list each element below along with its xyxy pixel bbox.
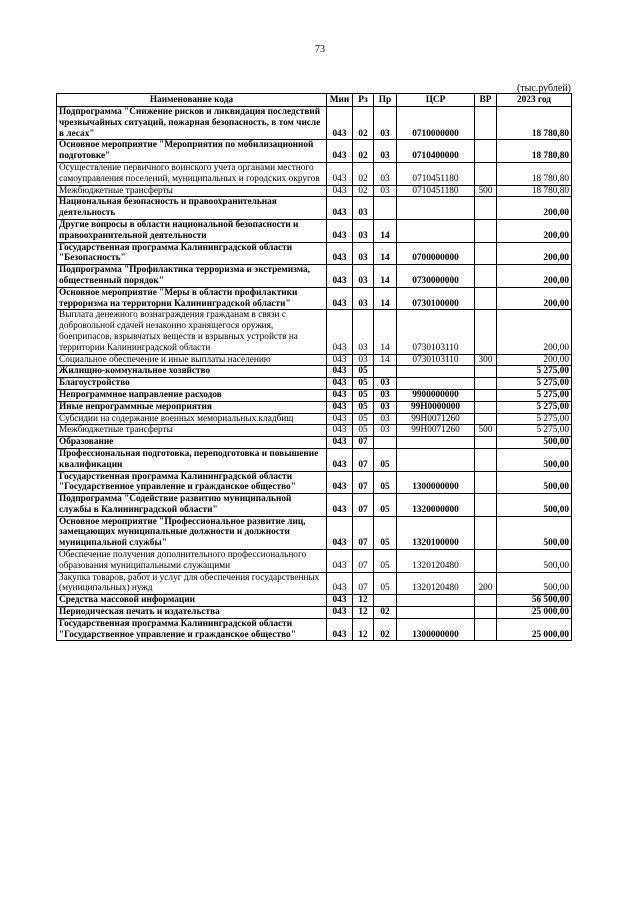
cell-sum: 18 780,80	[497, 162, 572, 185]
cell-csr	[397, 366, 475, 378]
cell-pr: 02	[374, 618, 397, 641]
cell-rz: 02	[353, 140, 374, 163]
cell-name: Осуществление первичного воинского учета органами местного самоуправления поселений, муниципальных и городских округов	[57, 162, 327, 185]
cell-min: 043	[327, 310, 353, 354]
cell-vr: 300	[475, 354, 497, 366]
cell-name: Подпрограмма "Снижение рисков и ликвидация последствий чрезвычайных ситуаций, пожарная безопасность, в том числе в лесах"	[57, 107, 327, 140]
cell-vr	[475, 607, 497, 619]
cell-rz: 03	[353, 242, 374, 265]
cell-rz: 05	[353, 366, 374, 378]
table-row	[57, 516, 572, 549]
cell-csr	[397, 197, 475, 220]
cell-pr: 02	[374, 607, 397, 619]
cell-rz: 07	[353, 516, 374, 549]
cell-pr: 14	[374, 219, 397, 242]
table-row	[57, 448, 572, 471]
cell-min: 043	[327, 287, 353, 310]
cell-name: Государственная программа Калининградской области "Государственное управление и гражданское общество"	[57, 618, 327, 641]
cell-vr	[475, 389, 497, 401]
table-row	[57, 413, 572, 425]
cell-sum: 25 000,00	[497, 618, 572, 641]
cell-vr	[475, 107, 497, 140]
cell-rz: 07	[353, 494, 374, 517]
cell-min: 043	[327, 354, 353, 366]
table-row	[57, 310, 572, 354]
table-row	[57, 550, 572, 573]
cell-csr: 0700000000	[397, 242, 475, 265]
cell-name: Национальная безопасность и правоохранительная деятельность	[57, 197, 327, 220]
cell-name: Государственная программа Калининградской области "Государственное управление и гражданское общество"	[57, 471, 327, 494]
cell-csr: 1320000000	[397, 494, 475, 517]
cell-csr: 0730000000	[397, 265, 475, 288]
cell-sum: 200,00	[497, 197, 572, 220]
table-row	[57, 378, 572, 390]
cell-csr: 1320120480	[397, 572, 475, 595]
table-row	[57, 354, 572, 366]
cell-rz: 03	[353, 219, 374, 242]
cell-sum: 500,00	[497, 448, 572, 471]
cell-name: Образование	[57, 437, 327, 449]
cell-csr: 1300000000	[397, 618, 475, 641]
table-row	[57, 595, 572, 607]
cell-csr: 99Н0071260	[397, 413, 475, 425]
table-row	[57, 425, 572, 437]
cell-min: 043	[327, 265, 353, 288]
cell-rz: 05	[353, 425, 374, 437]
cell-min: 043	[327, 185, 353, 197]
table-row	[57, 287, 572, 310]
cell-name: Подпрограмма "Профилактика терроризма и экстремизма, общественный порядок"	[57, 265, 327, 288]
cell-pr: 03	[374, 389, 397, 401]
cell-rz: 07	[353, 448, 374, 471]
table-row	[57, 618, 572, 641]
cell-vr	[475, 162, 497, 185]
cell-name: Основное мероприятие "Меры в области профилактики терроризма на территории Калининградской области"	[57, 287, 327, 310]
header-csr: ЦСР	[397, 94, 475, 107]
cell-csr: 9900000000	[397, 389, 475, 401]
cell-name: Основное мероприятие "Профессиональное развитие лиц, замещающих муниципальные должности и должности муниципальной службы"	[57, 516, 327, 549]
cell-csr: 99Н0000000	[397, 401, 475, 413]
cell-min: 043	[327, 618, 353, 641]
cell-min: 043	[327, 572, 353, 595]
cell-vr: 500	[475, 185, 497, 197]
cell-sum: 500,00	[497, 550, 572, 573]
cell-name: Межбюджетные трансферты	[57, 425, 327, 437]
cell-vr	[475, 437, 497, 449]
header-vr: ВР	[475, 94, 497, 107]
cell-csr: 0710400000	[397, 140, 475, 163]
cell-sum: 18 780,80	[497, 185, 572, 197]
table-body	[57, 107, 572, 641]
cell-pr: 03	[374, 401, 397, 413]
cell-vr	[475, 618, 497, 641]
cell-sum: 200,00	[497, 287, 572, 310]
cell-pr: 03	[374, 425, 397, 437]
budget-table	[56, 93, 572, 641]
cell-name: Подпрограмма "Содействие развитию муниципальной службы в Калининградской области"	[57, 494, 327, 517]
cell-csr	[397, 378, 475, 390]
cell-pr: 05	[374, 550, 397, 573]
cell-sum: 5 275,00	[497, 425, 572, 437]
cell-vr: 500	[475, 425, 497, 437]
cell-sum: 5 275,00	[497, 413, 572, 425]
cell-rz: 07	[353, 572, 374, 595]
cell-pr: 05	[374, 516, 397, 549]
cell-sum: 5 275,00	[497, 401, 572, 413]
cell-pr	[374, 595, 397, 607]
cell-vr	[475, 378, 497, 390]
cell-csr: 0710451180	[397, 162, 475, 185]
cell-sum: 200,00	[497, 265, 572, 288]
cell-csr: 0730103110	[397, 354, 475, 366]
header-year: 2023 год	[497, 94, 572, 107]
cell-name: Профессиональная подготовка, переподготовка и повышение квалификации	[57, 448, 327, 471]
cell-min: 043	[327, 366, 353, 378]
cell-min: 043	[327, 401, 353, 413]
cell-name: Субсидии на содержание военных мемориальных кладбищ	[57, 413, 327, 425]
cell-name: Иные непрограммные мероприятия	[57, 401, 327, 413]
cell-name: Государственная программа Калининградской области "Безопасность"	[57, 242, 327, 265]
cell-sum: 5 275,00	[497, 389, 572, 401]
cell-rz: 05	[353, 378, 374, 390]
cell-min: 043	[327, 219, 353, 242]
cell-sum: 200,00	[497, 310, 572, 354]
cell-vr	[475, 595, 497, 607]
cell-sum: 5 275,00	[497, 366, 572, 378]
cell-pr	[374, 366, 397, 378]
cell-name: Выплата денежного вознаграждения гражданам в связи с добровольной сдачей незаконно хранящегося оружия, боеприпасов, взрывчатых веществ и взрывных устройств на территории Калининградской области	[57, 310, 327, 354]
cell-vr	[475, 366, 497, 378]
table-row	[57, 572, 572, 595]
cell-min: 043	[327, 448, 353, 471]
header-rz: Рз	[353, 94, 374, 107]
cell-rz: 05	[353, 401, 374, 413]
cell-sum: 200,00	[497, 354, 572, 366]
cell-vr	[475, 448, 497, 471]
cell-pr	[374, 197, 397, 220]
table-row	[57, 265, 572, 288]
cell-name: Непрограммное направление расходов	[57, 389, 327, 401]
cell-rz: 07	[353, 437, 374, 449]
cell-min: 043	[327, 140, 353, 163]
cell-name: Основное мероприятие "Мероприятия по мобилизационной подготовке"	[57, 140, 327, 163]
cell-sum: 500,00	[497, 572, 572, 595]
cell-vr	[475, 242, 497, 265]
cell-min: 043	[327, 197, 353, 220]
cell-csr: 0710000000	[397, 107, 475, 140]
cell-pr: 14	[374, 287, 397, 310]
table-row	[57, 471, 572, 494]
cell-rz: 07	[353, 550, 374, 573]
table-row	[57, 607, 572, 619]
cell-csr: 0730103110	[397, 310, 475, 354]
cell-name: Жилищно-коммунальное хозяйство	[57, 366, 327, 378]
table-row	[57, 389, 572, 401]
cell-pr: 03	[374, 378, 397, 390]
cell-min: 043	[327, 471, 353, 494]
cell-rz: 05	[353, 413, 374, 425]
cell-csr: 1320120480	[397, 550, 475, 573]
cell-min: 043	[327, 378, 353, 390]
cell-vr	[475, 287, 497, 310]
cell-name: Благоустройство	[57, 378, 327, 390]
cell-rz: 03	[353, 354, 374, 366]
cell-min: 043	[327, 413, 353, 425]
cell-name: Закупка товаров, работ и услуг для обеспечения государственных (муниципальных) нужд	[57, 572, 327, 595]
header-pr: Пр	[374, 94, 397, 107]
cell-vr	[475, 310, 497, 354]
cell-name: Социальное обеспечение и иные выплаты населению	[57, 354, 327, 366]
cell-min: 043	[327, 437, 353, 449]
cell-pr: 03	[374, 413, 397, 425]
cell-rz: 02	[353, 185, 374, 197]
cell-vr	[475, 265, 497, 288]
cell-vr	[475, 494, 497, 517]
cell-sum: 500,00	[497, 437, 572, 449]
table-row	[57, 494, 572, 517]
table-row	[57, 401, 572, 413]
table-row	[57, 162, 572, 185]
cell-vr	[475, 140, 497, 163]
cell-csr: 0730100000	[397, 287, 475, 310]
cell-csr: 99Н0071260	[397, 425, 475, 437]
table-row	[57, 197, 572, 220]
cell-pr: 05	[374, 448, 397, 471]
cell-vr	[475, 219, 497, 242]
cell-sum: 18 780,80	[497, 140, 572, 163]
cell-min: 043	[327, 242, 353, 265]
header-min: Мин	[327, 94, 353, 107]
table-row	[57, 140, 572, 163]
cell-csr	[397, 219, 475, 242]
cell-name: Средства массовой информации	[57, 595, 327, 607]
cell-sum: 5 275,00	[497, 378, 572, 390]
header-name: Наименование кода	[57, 94, 327, 107]
cell-min: 043	[327, 494, 353, 517]
cell-sum: 18 780,80	[497, 107, 572, 140]
cell-pr: 05	[374, 471, 397, 494]
cell-rz: 12	[353, 607, 374, 619]
cell-pr: 03	[374, 140, 397, 163]
cell-csr	[397, 607, 475, 619]
cell-pr: 14	[374, 310, 397, 354]
table-row	[57, 437, 572, 449]
cell-sum: 200,00	[497, 219, 572, 242]
cell-vr	[475, 401, 497, 413]
cell-csr: 1300000000	[397, 471, 475, 494]
table-row	[57, 185, 572, 197]
cell-vr	[475, 471, 497, 494]
table-row	[57, 242, 572, 265]
cell-rz: 02	[353, 162, 374, 185]
cell-pr: 05	[374, 572, 397, 595]
cell-name: Другие вопросы в области национальной безопасности и правоохранительной деятельности	[57, 219, 327, 242]
cell-min: 043	[327, 607, 353, 619]
cell-name: Периодическая печать и издательства	[57, 607, 327, 619]
cell-sum: 500,00	[497, 516, 572, 549]
cell-vr	[475, 550, 497, 573]
cell-rz: 07	[353, 471, 374, 494]
cell-min: 043	[327, 107, 353, 140]
cell-min: 043	[327, 162, 353, 185]
cell-pr: 05	[374, 494, 397, 517]
cell-pr: 14	[374, 265, 397, 288]
cell-rz: 03	[353, 310, 374, 354]
cell-sum: 500,00	[497, 494, 572, 517]
cell-sum: 25 000,00	[497, 607, 572, 619]
table-header-row	[57, 94, 572, 107]
cell-sum: 200,00	[497, 242, 572, 265]
cell-name: Межбюджетные трансферты	[57, 185, 327, 197]
cell-sum: 500,00	[497, 471, 572, 494]
cell-rz: 02	[353, 107, 374, 140]
cell-name: Обеспечение получения дополнительного профессионального образования муниципальными служащими	[57, 550, 327, 573]
cell-csr	[397, 448, 475, 471]
cell-rz: 03	[353, 197, 374, 220]
cell-pr: 14	[374, 354, 397, 366]
cell-pr: 03	[374, 185, 397, 197]
table-row	[57, 107, 572, 140]
cell-rz: 03	[353, 287, 374, 310]
table-row	[57, 219, 572, 242]
cell-rz: 12	[353, 595, 374, 607]
cell-csr: 0710451180	[397, 185, 475, 197]
cell-csr: 1320100000	[397, 516, 475, 549]
cell-min: 043	[327, 425, 353, 437]
cell-csr	[397, 437, 475, 449]
cell-rz: 12	[353, 618, 374, 641]
cell-vr	[475, 413, 497, 425]
cell-rz: 05	[353, 389, 374, 401]
units-label: (тыс.рублей)	[516, 83, 571, 94]
cell-min: 043	[327, 595, 353, 607]
cell-vr	[475, 516, 497, 549]
cell-pr: 14	[374, 242, 397, 265]
cell-min: 043	[327, 389, 353, 401]
cell-rz: 03	[353, 265, 374, 288]
cell-pr	[374, 437, 397, 449]
table-row	[57, 366, 572, 378]
cell-min: 043	[327, 516, 353, 549]
cell-csr	[397, 595, 475, 607]
cell-pr: 03	[374, 107, 397, 140]
cell-pr: 03	[374, 162, 397, 185]
cell-min: 043	[327, 550, 353, 573]
cell-vr	[475, 197, 497, 220]
page-number: 73	[315, 44, 325, 55]
cell-vr: 200	[475, 572, 497, 595]
cell-sum: 56 500,00	[497, 595, 572, 607]
